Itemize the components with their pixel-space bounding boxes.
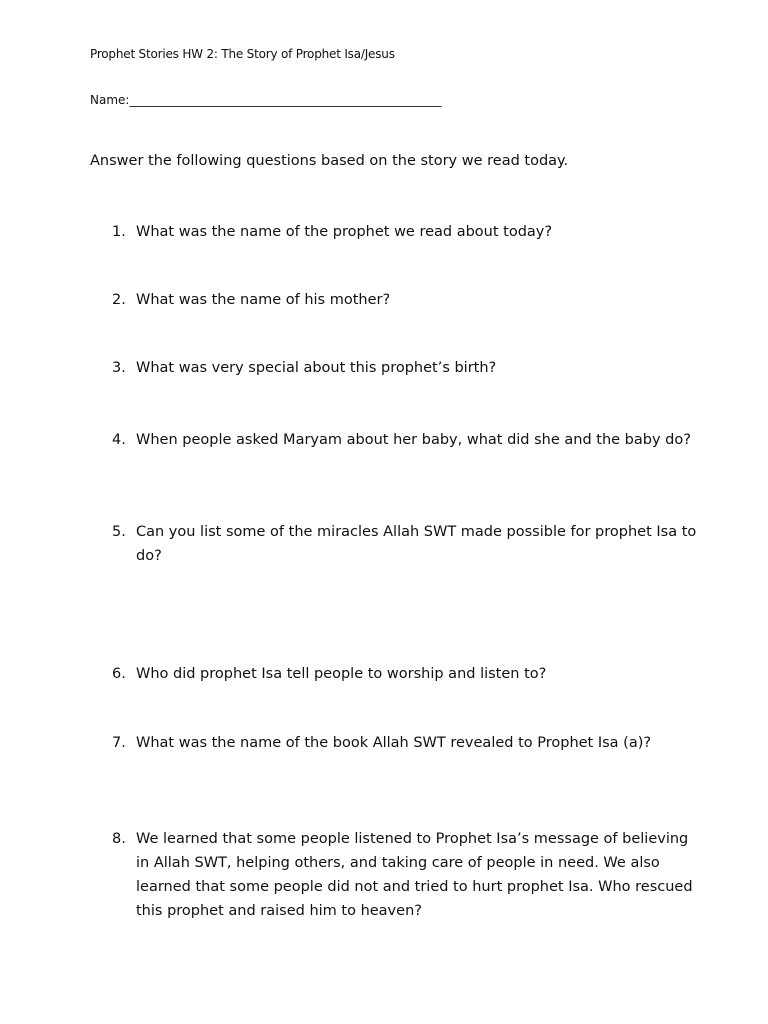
question-text: Can you list some of the miracles Allah SWT made possible for prophet Isa to do? [136, 524, 697, 564]
question-item-4 [112, 428, 702, 452]
question-item-2 [112, 288, 702, 312]
question-text: Who did prophet Isa tell people to worship and listen to? [136, 666, 547, 682]
question-number: 3. [112, 360, 126, 376]
question-text: What was the name of the book Allah SWT revealed to Prophet Isa (a)? [136, 735, 652, 751]
question-text: When people asked Maryam about her baby, what did she and the baby do? [136, 432, 691, 448]
question-text: We learned that some people listened to Prophet Isa’s message of believing in Allah SWT, helping others, and taking care of people in need. We also learned that some people did not and tried to hurt prophet Isa. Who rescued this prophet and raised him to heaven? [136, 831, 693, 919]
question-text: What was the name of his mother? [136, 292, 391, 308]
question-number: 8. [112, 831, 126, 847]
question-text: What was the name of the prophet we read about today? [136, 224, 553, 240]
question-number: 5. [112, 524, 126, 540]
question-number: 4. [112, 432, 126, 448]
question-number: 6. [112, 666, 126, 682]
question-item-3 [112, 356, 702, 380]
name-field-line: Name:____________________________________________________ [90, 93, 442, 107]
question-item-7 [112, 731, 702, 755]
question-number: 2. [112, 292, 126, 308]
question-item-5 [112, 520, 702, 568]
page-title: Prophet Stories HW 2: The Story of Prophet Isa/Jesus [90, 47, 395, 61]
instructions-text: Answer the following questions based on the story we read today. [90, 153, 569, 169]
question-number: 1. [112, 224, 126, 240]
question-item-8 [112, 827, 702, 923]
question-text: What was very special about this prophet’s birth? [136, 360, 497, 376]
question-item-6 [112, 662, 702, 686]
question-item-1 [112, 220, 702, 244]
question-number: 7. [112, 735, 126, 751]
